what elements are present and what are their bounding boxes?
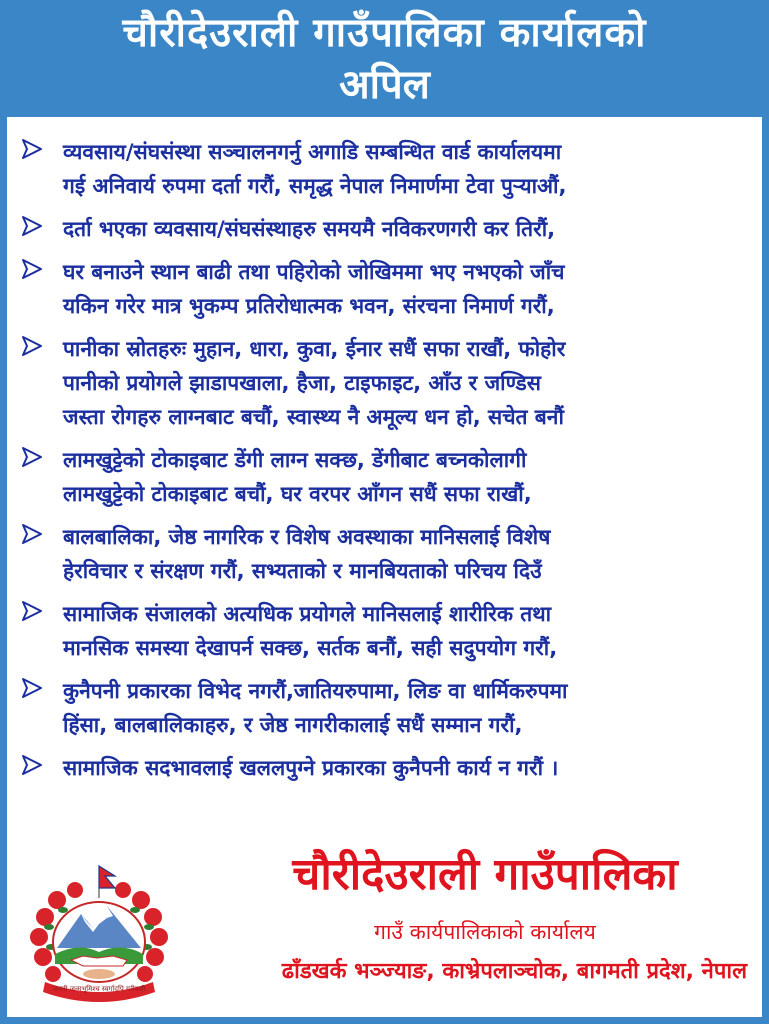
- appeal-text-line: सामाजिक सदभावलाई खललपुग्ने प्रकारका कुनैपनी कार्य न गरौं ।: [63, 756, 559, 780]
- header-title-line2: अपिल: [339, 62, 430, 108]
- arrow-bullet-icon: [21, 215, 43, 237]
- arrow-bullet-icon: [21, 677, 43, 699]
- arrow-bullet-icon: [21, 523, 43, 545]
- appeal-text-line: घर बनाउने स्थान बाढी तथा पहिरोको जोखिममा भए नभएको जाँच: [63, 260, 565, 284]
- municipality-name: चौरीदेउराली गाउँपालिका: [292, 849, 678, 900]
- appeal-text-line: जस्ता रोगहरु लाग्नबाट बचौं, स्वास्थ्य नै अमूल्य धन हो, सचेत बनौं: [63, 405, 564, 429]
- appeal-text-line: हेरविचार र संरक्षण गरौं, सभ्यताको र मानबियताको परिचय दिउँ: [63, 559, 542, 583]
- arrow-bullet-icon: [21, 258, 43, 280]
- appeal-item: [7, 520, 762, 588]
- appeal-text-line: मानसिक समस्या देखापर्न सक्छ, सर्तक बनौं, सही सदुपयोग गरौं,: [63, 636, 558, 660]
- appeal-text-line: कुनैपनी प्रकारका विभेद नगरौं,जातियरुपामा, लिङ वा धार्मिकरुपमा: [63, 679, 568, 703]
- appeal-text-line: दर्ता भएका व्यवसाय/संघसंस्थाहरु समयमै नविकरणगरी कर तिरौं,: [63, 217, 556, 241]
- arrow-bullet-icon: [21, 754, 43, 776]
- appeal-text-line: हिंसा, बालबालिकाहरु, र जेष्ठ नागरीकालाई सधैं सम्मान गरौं,: [63, 713, 523, 737]
- content-panel: [7, 117, 762, 1017]
- appeal-item: [7, 212, 762, 246]
- office-name: गाउँ कार्यपालिकाको कार्यालय: [374, 920, 596, 944]
- appeal-item: [7, 751, 762, 785]
- office-address: ढाँडखर्क भञ्ज्याङ, काभ्रेपलाञ्चोक, बागमती प्रदेश, नेपाल: [281, 959, 747, 984]
- arrow-bullet-icon: [21, 446, 43, 468]
- appeal-item: [7, 443, 762, 511]
- appeal-item: [7, 255, 762, 323]
- appeal-text-line: पानीको प्रयोगले झाडापखाला, हैजा, टाइफाइट, आँउ र जण्डिस: [63, 371, 541, 395]
- arrow-bullet-icon: [21, 600, 43, 622]
- appeal-text-line: व्यवसाय/संघसंस्था सञ्चालनगर्नु अगाडि सम्बन्धित वार्ड कार्यालयमा: [63, 140, 562, 164]
- appeal-text-line: सामाजिक संजालको अत्यधिक प्रयोगले मानिसलाई शारीरिक तथा: [63, 602, 552, 626]
- arrow-bullet-icon: [21, 335, 43, 357]
- appeal-text-line: लामखुट्टेको टोकाइबाट बचौं, घर वरपर आँगन सधैं सफा राखौं,: [63, 482, 532, 506]
- appeal-item: [7, 135, 762, 203]
- emblem-motto: जननी जन्मभूमिश्च स्वर्गादपि गरीयसी: [52, 985, 146, 993]
- arrow-bullet-icon: [21, 138, 43, 160]
- header-title-line1: चौरीदेउराली गाउँपालिका कार्यालको: [122, 10, 647, 56]
- appeal-text-line: पानीका स्रोतहरुः मुहान, धारा, कुवा, ईनार सधैं सफा राखौं, फोहोर: [63, 337, 566, 361]
- header-banner: [0, 0, 769, 116]
- appeal-item: [7, 332, 762, 434]
- appeal-item: [7, 674, 762, 742]
- appeal-text-line: बालबालिका, जेष्ठ नागरिक र विशेष अवस्थाका मानिसलाई विशेष: [63, 525, 551, 549]
- appeal-text-line: यकिन गरेर मात्र भुकम्प प्रतिरोधात्मक भवन, संरचना निमार्ण गरौं,: [63, 294, 555, 318]
- appeal-text-line: लामखुट्टेको टोकाइबाट डेंगी लाग्न सक्छ, डेंगीबाट बच्नकोलागी: [63, 448, 527, 472]
- appeal-item: [7, 597, 762, 665]
- appeal-list: [7, 135, 762, 785]
- appeal-text-line: गई अनिवार्य रुपमा दर्ता गरौं, समृद्ध नेपाल निमार्णमा टेवा पुऱ्याऔं,: [63, 174, 567, 198]
